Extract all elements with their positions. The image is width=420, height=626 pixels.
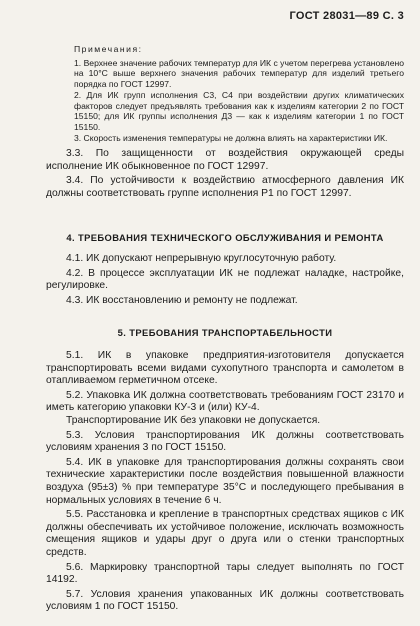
notes-title: Примечания: [74, 44, 143, 54]
note-1: 1. Верхнее значение рабочих температур для ИК с учетом перегрева установлено на 10°С выше верхнего значения рабочих температур для изделий третьего порядка по ГОСТ 12997. [74, 57, 404, 90]
section-5-text [46, 350, 404, 614]
section-4-text [46, 253, 404, 307]
paragraph-5-2: 5.2. Упаковка ИК должна соответствовать требованиям ГОСТ 23170 и иметь категорию упаковки КУ-3 и (или) КУ-4. [46, 389, 404, 414]
paragraph-5-4: 5.4. ИК в упаковке для транспортирования должны сохранять свои технические характеристики после воздействия повышенной влажности воздуха (95±3) % при температуре 35°С и последующего пребывания в нормальных условиях в течение 6 ч. [46, 456, 404, 506]
paragraph-5-6: 5.6. Маркировку транспортной тары следует выполнять по ГОСТ 14192. [46, 561, 404, 586]
note-3: 3. Скорость изменения температуры не должна влиять на характеристики ИК. [74, 132, 388, 143]
paragraph-5-3: 5.3. Условия транспортирования ИК должны соответствовать условиям хранения 3 по ГОСТ 15150. [46, 429, 404, 454]
note-2: 2. Для ИК групп исполнения С3, С4 при воздействии других климатических факторов следует предъявлять требования как к изделиям категории 2 по ГОСТ 15150; для ИК группы исполнения Д3 — как к изделиям категории 1 по ГОСТ 15150. [74, 89, 404, 132]
section-3-text [46, 148, 404, 200]
paragraph-4-2: 4.2. В процессе эксплуатации ИК не подлежат наладке, настройке, регулировке. [46, 267, 404, 292]
paragraph-4-1: 4.1. ИК допускают непрерывную круглосуточную работу. [66, 253, 337, 264]
page-header: ГОСТ 28031—89 С. 3 [289, 10, 404, 22]
section-5-heading: 5. ТРЕБОВАНИЯ ТРАНСПОРТАБЕЛЬНОСТИ [117, 327, 333, 338]
paragraph-4-3: 4.3. ИК восстановлению и ремонту не подлежат. [66, 294, 298, 306]
paragraph-5-1: 5.1. ИК в упаковке предприятия-изготовителя допускается транспортировать всеми видами сухопутного транспорта и самолетом в отапливаемом герметичном отсеке. [46, 350, 404, 387]
section-4-heading: 4. ТРЕБОВАНИЯ ТЕХНИЧЕСКОГО ОБСЛУЖИВАНИЯ И РЕМОНТА [66, 232, 384, 243]
paragraph-3-4: 3.4. По устойчивости к воздействию атмосферного давления ИК должны соответствовать группе исполнения Р1 по ГОСТ 12997. [46, 175, 404, 199]
notes-block [46, 44, 404, 143]
paragraph-5-7: 5.7. Условия хранения упакованных ИК должны соответствовать условиям 1 по ГОСТ 15150. [46, 588, 404, 613]
paragraph-5-2-note: Транспортирование ИК без упаковки не допускается. [66, 414, 321, 426]
paragraph-5-5: 5.5. Расстановка и крепление в транспортных средствах ящиков с ИК должны обеспечивать их устойчивое положение, исключать возможность смещения ящиков и удары друг о друга или о стенки транспортных средств. [46, 509, 404, 558]
paragraph-3-3: 3.3. По защищенности от воздействия окружающей среды исполнение ИК обыкновенное по ГОСТ 12997. [46, 148, 404, 172]
